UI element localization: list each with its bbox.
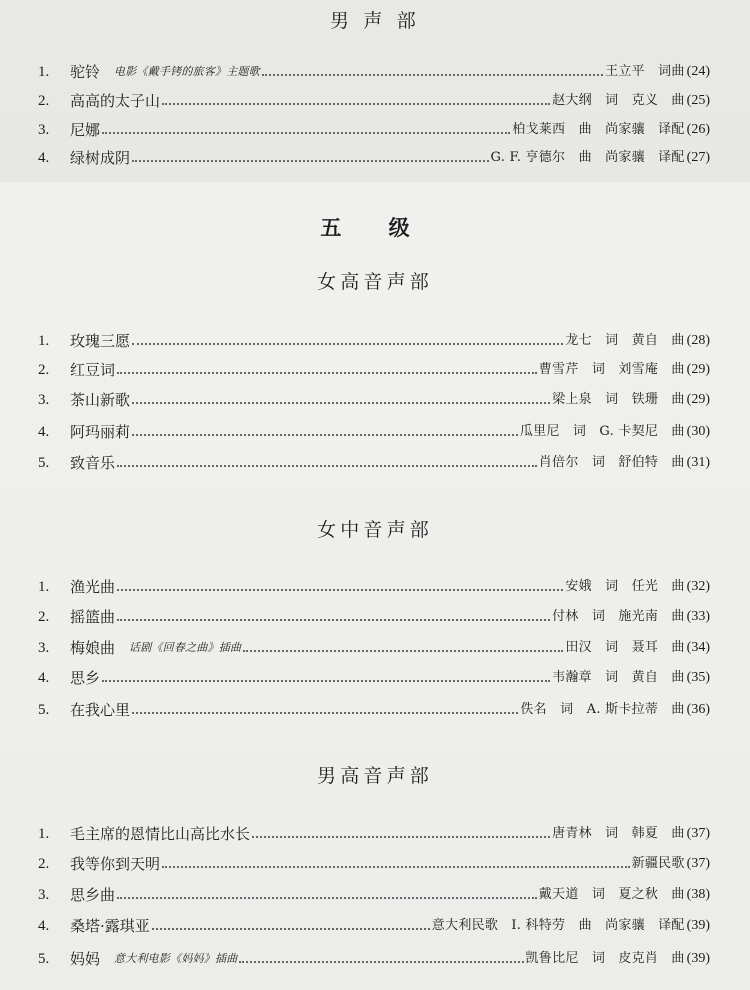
dot-leader bbox=[262, 73, 603, 76]
entry-credits: 意大利民歌 I. 科特劳 曲 尚家骧 译配 bbox=[431, 918, 685, 933]
entry-subtitle: 话剧《回春之曲》插曲 bbox=[129, 641, 242, 654]
entry-subtitle: 电影《戴手铐的旅客》主题歌 bbox=[114, 65, 260, 78]
entry-page-number: (39) bbox=[686, 918, 710, 933]
dot-leader bbox=[117, 371, 537, 374]
entry-credits: 瓜里尼 词 G. 卡契尼 曲 bbox=[519, 424, 685, 439]
toc-entry bbox=[38, 358, 710, 382]
toc-entry bbox=[38, 822, 710, 846]
dot-leader bbox=[117, 896, 537, 899]
toc-entry bbox=[38, 947, 710, 971]
dot-leader bbox=[117, 588, 563, 591]
entry-credits: 龙七 词 黄自 曲 bbox=[565, 333, 685, 348]
entry-number: 1. bbox=[38, 579, 50, 595]
toc-entry bbox=[38, 60, 710, 84]
entry-number: 2. bbox=[38, 362, 50, 378]
entry-number: 5. bbox=[38, 702, 50, 718]
section-title-soprano: 女高音声部 bbox=[317, 271, 433, 293]
entry-credits: 付林 词 施光南 曲 bbox=[552, 609, 685, 624]
entry-number: 2. bbox=[38, 856, 50, 872]
entry-page-number: (31) bbox=[686, 455, 710, 470]
entry-title: 玫瑰三愿 bbox=[70, 332, 131, 350]
entry-page-number: (25) bbox=[686, 93, 710, 108]
toc-entry bbox=[38, 118, 710, 142]
entry-title: 尼娜 bbox=[70, 121, 101, 139]
entry-title: 茶山新歌 bbox=[70, 391, 131, 409]
dot-leader bbox=[239, 960, 523, 963]
entry-number: 4. bbox=[38, 918, 50, 934]
entry-credits: 梁上泉 词 铁珊 曲 bbox=[552, 392, 685, 407]
entry-title: 摇篮曲 bbox=[70, 608, 116, 626]
toc-entry bbox=[38, 666, 710, 690]
entry-title: 妈妈 bbox=[70, 950, 101, 968]
entry-page-number: (36) bbox=[686, 702, 710, 717]
section-title-mezzo-soprano: 女中音声部 bbox=[317, 519, 433, 541]
entry-title: 思乡曲 bbox=[70, 886, 116, 904]
toc-entry bbox=[38, 89, 710, 113]
entry-credits: 曹雪芹 词 刘雪庵 曲 bbox=[538, 362, 685, 377]
toc-entry bbox=[38, 636, 710, 660]
toc-entry bbox=[38, 329, 710, 353]
toc-entry bbox=[38, 451, 710, 475]
toc-entry bbox=[38, 388, 710, 412]
section-title-tenor: 男高音声部 bbox=[317, 765, 433, 787]
entry-credits: 新疆民歌 bbox=[631, 856, 685, 871]
entry-page-number: (27) bbox=[686, 150, 710, 165]
entry-page-number: (29) bbox=[686, 392, 710, 407]
entry-credits: 唐青林 词 韩夏 曲 bbox=[552, 826, 685, 841]
entry-page-number: (37) bbox=[686, 856, 710, 871]
dot-leader bbox=[132, 433, 518, 436]
entry-credits: 凯鲁比尼 词 皮克肖 曲 bbox=[525, 951, 685, 966]
level-title: 五 级 bbox=[320, 215, 430, 240]
entry-title: 在我心里 bbox=[70, 701, 131, 719]
entry-title: 渔光曲 bbox=[70, 578, 116, 596]
entry-page-number: (30) bbox=[686, 424, 710, 439]
entry-title: 致音乐 bbox=[70, 454, 116, 472]
entry-page-number: (35) bbox=[686, 670, 710, 685]
entry-page-number: (33) bbox=[686, 609, 710, 624]
entry-page-number: (39) bbox=[686, 951, 710, 966]
entry-number: 3. bbox=[38, 887, 50, 903]
entry-page-number: (34) bbox=[686, 640, 710, 655]
entry-title: 毛主席的恩情比山高比水长 bbox=[70, 825, 251, 843]
entry-number: 2. bbox=[38, 609, 50, 625]
entry-number: 1. bbox=[38, 64, 50, 80]
entry-credits: 柏戈莱西 曲 尚家骧 译配 bbox=[512, 122, 685, 137]
entry-title: 高高的太子山 bbox=[70, 92, 161, 110]
entry-page-number: (38) bbox=[686, 887, 710, 902]
dot-leader bbox=[132, 401, 550, 404]
dot-leader bbox=[252, 835, 550, 838]
dot-leader bbox=[152, 927, 430, 930]
entry-credits: G. F. 亨德尔 曲 尚家骧 译配 bbox=[490, 150, 685, 165]
toc-entry bbox=[38, 605, 710, 629]
toc-entry bbox=[38, 575, 710, 599]
entry-title: 红豆词 bbox=[70, 361, 116, 379]
toc-entry bbox=[38, 883, 710, 907]
entry-number: 3. bbox=[38, 640, 50, 656]
dot-leader bbox=[102, 131, 510, 134]
toc-entry bbox=[38, 914, 710, 938]
dot-leader bbox=[102, 679, 550, 682]
entry-title: 桑塔·露琪亚 bbox=[70, 917, 150, 935]
entry-number: 1. bbox=[38, 826, 50, 842]
entry-number: 5. bbox=[38, 951, 50, 967]
entry-credits: 田汉 词 聂耳 曲 bbox=[565, 640, 685, 655]
entry-number: 4. bbox=[38, 670, 50, 686]
dot-leader bbox=[132, 342, 563, 345]
toc-entry bbox=[38, 852, 710, 876]
dot-leader bbox=[132, 711, 518, 714]
entry-number: 5. bbox=[38, 455, 50, 471]
entry-page-number: (29) bbox=[686, 362, 710, 377]
entry-number: 2. bbox=[38, 93, 50, 109]
dot-leader bbox=[117, 464, 537, 467]
dot-leader bbox=[132, 159, 489, 162]
dot-leader bbox=[117, 618, 550, 621]
entry-page-number: (24) bbox=[686, 64, 710, 79]
entry-credits: 王立平 词曲 bbox=[605, 64, 685, 79]
entry-title: 我等你到天明 bbox=[70, 855, 161, 873]
dot-leader bbox=[162, 102, 550, 105]
entry-credits: 赵大纲 词 克义 曲 bbox=[552, 93, 685, 108]
entry-credits: 佚名 词 A. 斯卡拉蒂 曲 bbox=[520, 702, 685, 717]
entry-title: 阿玛丽莉 bbox=[70, 423, 131, 441]
entry-credits: 韦瀚章 词 黄自 曲 bbox=[552, 670, 685, 685]
entry-subtitle: 意大利电影《妈妈》插曲 bbox=[114, 952, 238, 965]
entry-page-number: (37) bbox=[686, 826, 710, 841]
dot-leader bbox=[243, 649, 563, 652]
entry-credits: 戴天道 词 夏之秋 曲 bbox=[538, 887, 685, 902]
entry-credits: 肖倍尔 词 舒伯特 曲 bbox=[538, 455, 685, 470]
entry-title: 绿树成阴 bbox=[70, 149, 131, 167]
entry-page-number: (28) bbox=[686, 333, 710, 348]
toc-entry bbox=[38, 698, 710, 722]
entry-number: 1. bbox=[38, 333, 50, 349]
dot-leader bbox=[162, 865, 630, 868]
entry-title: 驼铃 bbox=[70, 63, 101, 81]
entry-page-number: (26) bbox=[686, 122, 710, 137]
section-title-male-voice: 男 声 部 bbox=[330, 10, 420, 32]
toc-entry bbox=[38, 146, 710, 170]
entry-number: 3. bbox=[38, 122, 50, 138]
entry-page-number: (32) bbox=[686, 579, 710, 594]
entry-number: 4. bbox=[38, 150, 50, 166]
entry-number: 4. bbox=[38, 424, 50, 440]
entry-credits: 安娥 词 任光 曲 bbox=[565, 579, 685, 594]
entry-number: 3. bbox=[38, 392, 50, 408]
entry-title: 梅娘曲 bbox=[70, 639, 116, 657]
entry-title: 思乡 bbox=[70, 669, 101, 687]
toc-entry bbox=[38, 420, 710, 444]
